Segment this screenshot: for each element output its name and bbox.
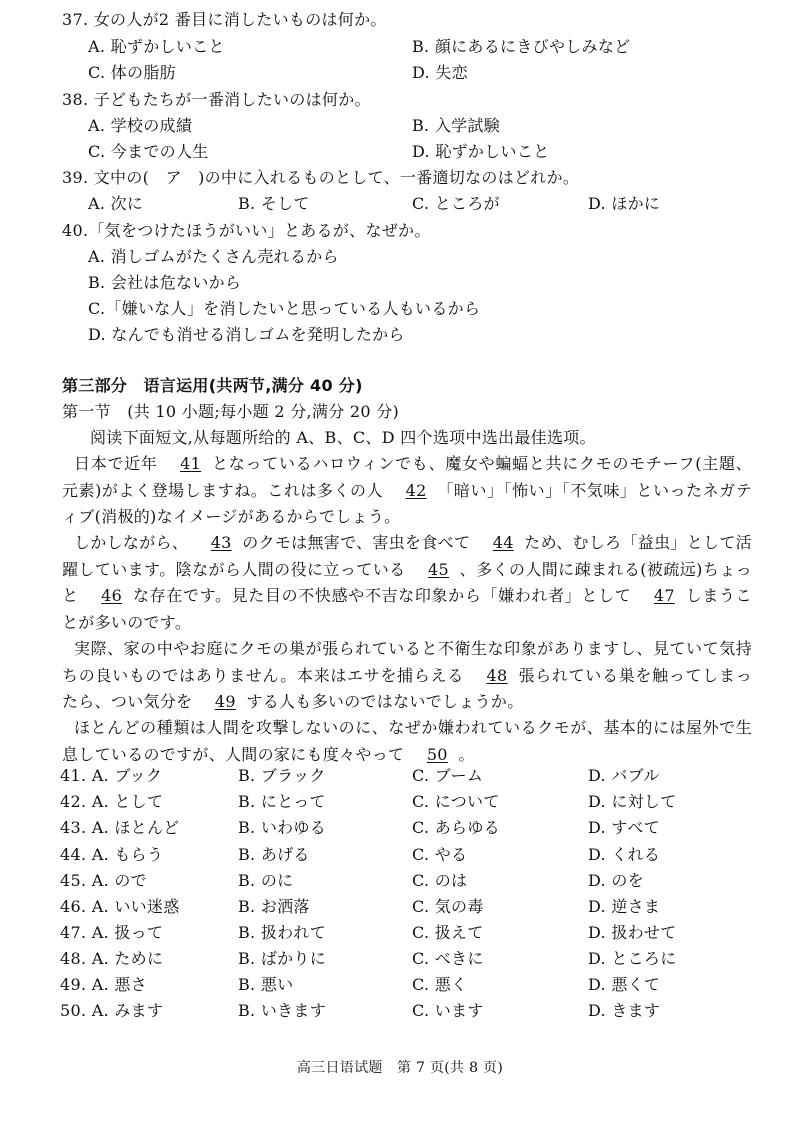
choice-46-d: D. 逆さま <box>588 897 661 916</box>
choice-43-b: B. いわゆる <box>238 818 327 837</box>
choice-43-c: C. あらゆる <box>412 818 500 837</box>
choice-48-c: C. べきに <box>412 949 484 968</box>
choice-49-d: D. 悪くて <box>588 975 661 994</box>
choice-42-b: B. にとって <box>238 792 326 811</box>
blank-41: 41 <box>180 454 202 473</box>
choice-47-c: C. 扱えて <box>412 923 484 942</box>
blank-42: 42 <box>405 480 427 500</box>
choice-44-a: 44. A. もらう <box>60 845 164 864</box>
passage-text: な存在です。見た目の不快感や不吉な印象から「嫌われ者」として <box>132 586 632 605</box>
passage-text: 。 <box>458 744 475 764</box>
choice-50-c: C. います <box>412 1001 484 1020</box>
q40-option-d: D. なんでも消せる消しゴムを発明したから <box>88 325 405 344</box>
q37-option-b: B. 顔にあるにきびやしみなど <box>412 37 631 56</box>
passage-text: 実際、家の中やお庭にクモの巣が張られていると不衛生な印象がありますし、見ていて気持ちの良いものではありません。本来はエサを捕らえる <box>62 639 752 685</box>
q39-option-c: C. ところが <box>412 194 500 213</box>
question-39: 39. 文中の( ア )の中に入れるものとして、一番適切なのはどれか。 <box>62 168 580 187</box>
q40-option-c: C.「嫌いな人」を消したいと思っている人もいるから <box>88 299 481 318</box>
choice-43-a: 43. A. ほとんど <box>60 818 180 837</box>
blank-47: 47 <box>653 586 675 605</box>
question-40: 40.「気をつけたほうがいい」とあるが、なぜか。 <box>62 221 431 240</box>
q38-option-c: C. 今までの人生 <box>88 142 209 161</box>
passage-text: ほとんどの種類は人間を攻撃しないのに、なぜか嫌われているクモが、基本的には屋外で生息しているのですが、人間の家にも度々やって <box>62 718 752 764</box>
choice-41-d: D. バブル <box>588 766 660 785</box>
choice-49-c: C. 悪く <box>412 975 468 994</box>
blank-50: 50 <box>426 744 448 764</box>
blank-48: 48 <box>486 665 508 685</box>
passage-text: となっているハロウィンでも、魔女や蝙蝠と共にクモのモチーフ(主題、元素)がよく登場しますね。これは多くの人 <box>62 454 752 500</box>
part3-heading: 第三部分 语言运用(共两节,满分 40 分) <box>62 376 363 395</box>
q40-option-b: B. 会社は危ないから <box>88 273 242 292</box>
passage-text: する人も多いのではないでしょうか。 <box>246 692 524 711</box>
choice-47-a: 47. A. 扱って <box>60 923 164 942</box>
choice-42-a: 42. A. として <box>60 792 164 811</box>
choice-50-a: 50. A. みます <box>60 1001 164 1020</box>
choice-50-d: D. きます <box>588 1001 661 1020</box>
passage-text: のクモは無害で、害虫を食べて <box>242 533 471 552</box>
passage-paragraph-1 <box>62 451 752 531</box>
q40-option-a: A. 消しゴムがたくさん売れるから <box>88 247 339 266</box>
passage-text: 、多くの人間に疎まれる(被疏远)ちょっと <box>62 559 752 605</box>
choice-41-b: B. ブラック <box>238 766 326 785</box>
q37-option-c: C. 体の脂肪 <box>88 63 176 82</box>
choice-42-d: D. に対して <box>588 792 677 811</box>
section-instruction: 阅读下面短文,从每题所给的 A、B、C、D 四个选项中选出最佳选项。 <box>90 428 596 447</box>
choice-49-b: B. 悪い <box>238 975 294 994</box>
choice-50-b: B. いきます <box>238 1001 327 1020</box>
passage-paragraph-3 <box>62 636 752 716</box>
choice-43-d: D. すべて <box>588 818 660 837</box>
passage-text: 「暗い」「怖い」「不気味」といったネガティブ(消极的)なイメージがあるからでしょう。 <box>62 480 752 526</box>
choice-46-a: 46. A. いい迷惑 <box>60 897 180 916</box>
choice-44-d: D. くれる <box>588 845 661 864</box>
choice-44-b: B. あげる <box>238 845 310 864</box>
passage-text: 張られている巣を触ってしまったら、つい気分を <box>62 665 752 711</box>
choice-46-b: B. お洒落 <box>238 897 310 916</box>
blank-45: 45 <box>428 559 450 579</box>
q37-option-d: D. 失恋 <box>412 63 468 82</box>
blank-44: 44 <box>492 533 514 552</box>
passage-text: しかしながら、 <box>74 533 189 552</box>
choice-48-d: D. ところに <box>588 949 677 968</box>
choice-41-c: C. ブーム <box>412 766 484 785</box>
q39-option-d: D. ほかに <box>588 194 661 213</box>
question-38: 38. 子どもたちが一番消したいのは何か。 <box>62 90 371 109</box>
choice-45-c: C. のは <box>412 871 468 890</box>
choice-46-c: C. 気の毒 <box>412 897 484 916</box>
choice-48-a: 48. A. ために <box>60 949 164 968</box>
choice-45-d: D. のを <box>588 871 644 890</box>
section-1-title: 第一节 (共 10 小题;每小题 2 分,满分 20 分) <box>62 402 400 421</box>
q38-option-a: A. 学校の成績 <box>88 116 193 135</box>
blank-49: 49 <box>214 692 236 711</box>
passage-text: 日本で近年 <box>74 454 158 473</box>
choice-45-b: B. のに <box>238 871 294 890</box>
choice-47-b: B. 扱われて <box>238 923 327 942</box>
q37-option-a: A. 恥ずかしいこと <box>88 37 225 56</box>
q39-option-b: B. そして <box>238 194 310 213</box>
choice-47-d: D. 扱わせて <box>588 923 677 942</box>
q39-option-a: A. 次に <box>88 194 144 213</box>
passage-text: ため、むしろ「益虫」として活躍しています。陰ながら人間の役に立っている <box>62 533 752 579</box>
page-footer: 高三日语试题 第 7 页(共 8 页) <box>296 1060 504 1076</box>
blank-43: 43 <box>210 533 232 552</box>
q38-option-d: D. 恥ずかしいこと <box>412 142 550 161</box>
question-37: 37. 女の人が2 番目に消したいものは何か。 <box>62 10 387 29</box>
choice-48-b: B. ばかりに <box>238 949 327 968</box>
blank-46: 46 <box>101 586 123 605</box>
choice-44-c: C. やる <box>412 845 468 864</box>
q38-option-b: B. 入学試験 <box>412 116 501 135</box>
choice-45-a: 45. A. ので <box>60 871 147 890</box>
passage-text: しまうことが多いのです。 <box>62 586 752 632</box>
choice-42-c: C. について <box>412 792 500 811</box>
choice-41-a: 41. A. ブック <box>60 766 163 785</box>
passage-paragraph-2 <box>62 530 752 636</box>
passage-paragraph-4 <box>62 715 752 768</box>
choice-49-a: 49. A. 悪さ <box>60 975 147 994</box>
